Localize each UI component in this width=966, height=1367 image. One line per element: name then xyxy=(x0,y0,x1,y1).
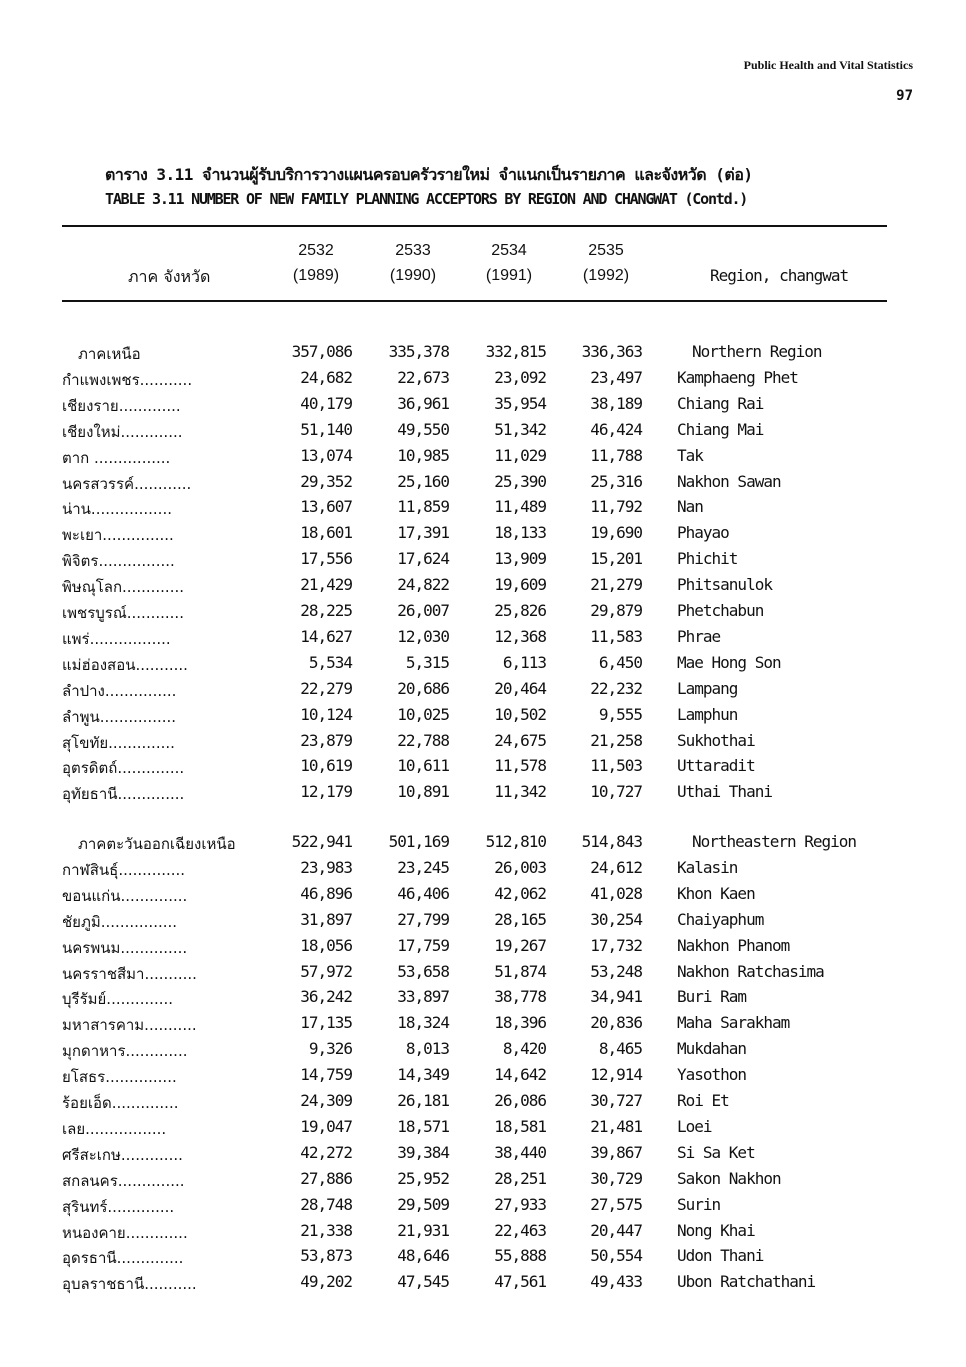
changwat-english: Kalasin xyxy=(677,857,738,877)
year-be: 2534 xyxy=(491,242,527,259)
value-1991: 25,826 xyxy=(494,601,546,620)
changwat-english: Sakon Nakhon xyxy=(677,1168,781,1188)
value-1990: 53,658 xyxy=(397,961,449,981)
value-1992: 336,363 xyxy=(581,342,642,361)
value-1991: 6,113 xyxy=(502,652,546,672)
changwat-english: Phrae xyxy=(677,626,721,646)
changwat-thai: ยโสธร............... xyxy=(62,1068,177,1087)
table-row xyxy=(0,368,966,394)
value-1991: 18,396 xyxy=(494,1013,546,1033)
changwat-thai: นครสวรรค์............ xyxy=(62,474,192,493)
value-1989: 57,972 xyxy=(300,961,352,981)
changwat-english: Nong Khai xyxy=(677,1220,755,1240)
table-row xyxy=(0,1013,966,1039)
value-1992: 8,465 xyxy=(598,1039,642,1059)
column-header-2532 xyxy=(276,238,356,288)
changwat-thai: พิษณุโลก............. xyxy=(62,578,185,597)
changwat-english: Yasothon xyxy=(677,1065,747,1085)
value-1992: 23,497 xyxy=(590,367,642,387)
column-header-2534 xyxy=(469,238,549,288)
value-1990: 8,013 xyxy=(405,1039,449,1059)
value-1991: 18,133 xyxy=(494,523,546,543)
changwat-english: Maha Sarakham xyxy=(677,1013,790,1033)
value-1990: 27,799 xyxy=(397,909,449,929)
value-1992: 12,914 xyxy=(590,1065,642,1085)
table-row xyxy=(0,627,966,653)
value-1989: 18,056 xyxy=(300,935,352,955)
value-1990: 26,007 xyxy=(397,601,449,620)
changwat-thai: ศรีสะเกษ............. xyxy=(62,1145,183,1164)
value-1990: 10,025 xyxy=(397,704,449,724)
changwat-thai: เชียงใหม่............. xyxy=(62,422,183,441)
value-1990: 18,571 xyxy=(397,1116,449,1136)
table-row xyxy=(0,446,966,472)
value-1991: 512,810 xyxy=(485,832,546,851)
changwat-thai: เชียงราย............. xyxy=(62,396,181,415)
value-1992: 29,879 xyxy=(590,601,642,620)
value-1992: 25,316 xyxy=(590,471,642,491)
value-1989: 12,179 xyxy=(300,782,352,802)
changwat-thai: อุดรธานี.............. xyxy=(62,1249,184,1268)
table-row xyxy=(0,756,966,782)
value-1992: 39,867 xyxy=(590,1142,642,1162)
table-row xyxy=(0,987,966,1013)
value-1991: 8,420 xyxy=(502,1039,546,1059)
year-ce: (1990) xyxy=(389,267,437,284)
table-row xyxy=(0,1195,966,1221)
value-1990: 46,406 xyxy=(397,883,449,903)
value-1990: 36,961 xyxy=(397,393,449,413)
value-1991: 47,561 xyxy=(494,1272,546,1292)
table-row xyxy=(0,472,966,498)
table-row xyxy=(0,858,966,884)
value-1991: 42,062 xyxy=(494,883,546,903)
value-1989: 27,886 xyxy=(300,1168,352,1188)
value-1991: 51,874 xyxy=(494,961,546,981)
changwat-thai: ขอนแก่น.............. xyxy=(62,886,188,905)
changwat-thai: สุรินทร์.............. xyxy=(62,1197,175,1216)
changwat-thai: นครพนม.............. xyxy=(62,938,188,957)
value-1991: 18,581 xyxy=(494,1116,546,1136)
table-row xyxy=(0,394,966,420)
changwat-english: Uthai Thani xyxy=(677,782,772,802)
value-1991: 19,267 xyxy=(494,935,546,955)
value-1992: 30,254 xyxy=(590,909,642,929)
value-1992: 24,612 xyxy=(590,857,642,877)
table-row xyxy=(0,1039,966,1065)
value-1990: 17,624 xyxy=(397,549,449,569)
year-ce: (1991) xyxy=(485,267,533,284)
changwat-english: Nan xyxy=(677,497,703,517)
value-1989: 522,941 xyxy=(291,832,352,851)
value-1989: 49,202 xyxy=(300,1272,352,1292)
column-header-left: ภาค จังหวัด xyxy=(128,267,211,286)
changwat-english: Khon Kaen xyxy=(677,883,755,903)
value-1992: 30,729 xyxy=(590,1168,642,1188)
value-1992: 46,424 xyxy=(590,419,642,439)
value-1991: 10,502 xyxy=(494,704,546,724)
value-1991: 28,251 xyxy=(494,1168,546,1188)
value-1990: 33,897 xyxy=(397,987,449,1007)
table-row xyxy=(0,523,966,549)
value-1992: 514,843 xyxy=(581,832,642,851)
value-1989: 17,556 xyxy=(300,549,352,569)
value-1990: 29,509 xyxy=(397,1194,449,1214)
changwat-english: Northern Region xyxy=(692,342,822,361)
value-1991: 28,165 xyxy=(494,909,546,929)
value-1991: 12,368 xyxy=(494,626,546,646)
changwat-thai: กำแพงเพชร........... xyxy=(62,370,193,389)
changwat-english: Tak xyxy=(677,445,703,465)
value-1989: 24,309 xyxy=(300,1091,352,1110)
changwat-english: Sukhothai xyxy=(677,730,755,750)
changwat-thai: ลำปาง............... xyxy=(62,681,177,700)
value-1989: 357,086 xyxy=(291,342,352,361)
value-1990: 47,545 xyxy=(397,1272,449,1292)
value-1992: 11,503 xyxy=(590,756,642,776)
changwat-english: Nakhon Phanom xyxy=(677,935,790,955)
value-1992: 6,450 xyxy=(598,652,642,672)
value-1990: 25,160 xyxy=(397,471,449,491)
value-1991: 332,815 xyxy=(485,342,546,361)
changwat-thai: สกลนคร.............. xyxy=(62,1171,185,1190)
changwat-thai: น่าน................. xyxy=(62,500,172,519)
value-1991: 20,464 xyxy=(494,678,546,698)
changwat-english: Uttaradit xyxy=(677,756,755,776)
value-1992: 10,727 xyxy=(590,782,642,802)
changwat-thai: ภาคตะวันออกเฉียงเหนือ xyxy=(78,835,236,853)
value-1991: 38,440 xyxy=(494,1142,546,1162)
changwat-thai: ภาคเหนือ xyxy=(78,345,141,363)
value-1989: 40,179 xyxy=(300,393,352,413)
value-1989: 13,607 xyxy=(300,497,352,517)
running-header: Public Health and Vital Statistics xyxy=(743,58,913,72)
value-1991: 11,029 xyxy=(494,445,546,465)
value-1991: 23,092 xyxy=(494,367,546,387)
value-1989: 22,279 xyxy=(300,678,352,698)
value-1991: 55,888 xyxy=(494,1246,546,1266)
value-1990: 501,169 xyxy=(388,832,449,851)
value-1991: 26,003 xyxy=(494,857,546,877)
value-1992: 38,189 xyxy=(590,393,642,413)
value-1990: 23,245 xyxy=(397,857,449,877)
value-1992: 50,554 xyxy=(590,1246,642,1266)
value-1990: 335,378 xyxy=(388,342,449,361)
value-1992: 21,258 xyxy=(590,730,642,750)
region-row xyxy=(0,832,966,858)
changwat-thai: หนองคาย............. xyxy=(62,1223,188,1242)
changwat-thai: มุกดาหาร............. xyxy=(62,1042,188,1061)
value-1991: 11,342 xyxy=(494,782,546,802)
changwat-english: Phichit xyxy=(677,549,738,569)
changwat-thai: เพชรบูรณ์............ xyxy=(62,604,184,622)
changwat-thai: ชัยภูมิ................ xyxy=(62,912,178,931)
changwat-english: Northeastern Region xyxy=(692,832,857,851)
value-1990: 26,181 xyxy=(397,1091,449,1110)
table-row xyxy=(0,910,966,936)
value-1992: 19,690 xyxy=(590,523,642,543)
year-be: 2532 xyxy=(298,242,334,259)
table-row xyxy=(0,1169,966,1195)
value-1989: 21,338 xyxy=(300,1220,352,1240)
value-1990: 49,550 xyxy=(397,419,449,439)
changwat-english: Ubon Ratchathani xyxy=(677,1272,816,1292)
value-1992: 20,447 xyxy=(590,1220,642,1240)
changwat-english: Phitsanulok xyxy=(677,575,772,595)
changwat-english: Nakhon Ratchasima xyxy=(677,961,824,981)
top-rule xyxy=(62,225,887,227)
header-bottom-rule xyxy=(62,300,887,302)
table-row xyxy=(0,549,966,575)
value-1989: 42,272 xyxy=(300,1142,352,1162)
value-1990: 10,611 xyxy=(397,756,449,776)
changwat-thai: พิจิตร................ xyxy=(62,552,175,571)
changwat-thai: อุทัยธานี.............. xyxy=(62,785,185,804)
table-row xyxy=(0,679,966,705)
changwat-thai: บุรีรัมย์.............. xyxy=(62,990,174,1009)
table-row xyxy=(0,653,966,679)
value-1989: 14,627 xyxy=(300,626,352,646)
region-row xyxy=(0,342,966,368)
value-1989: 28,225 xyxy=(300,601,352,620)
value-1990: 20,686 xyxy=(397,678,449,698)
changwat-english: Roi Et xyxy=(677,1091,729,1110)
value-1989: 53,873 xyxy=(300,1246,352,1266)
value-1990: 21,931 xyxy=(397,1220,449,1240)
value-1990: 25,952 xyxy=(397,1168,449,1188)
changwat-english: Si Sa Ket xyxy=(677,1142,755,1162)
changwat-thai: แพร่................. xyxy=(62,629,171,648)
value-1991: 51,342 xyxy=(494,419,546,439)
changwat-thai: พะเยา............... xyxy=(62,526,174,545)
value-1991: 27,933 xyxy=(494,1194,546,1214)
changwat-english: Chiang Rai xyxy=(677,393,764,413)
table-title-english: TABLE 3.11 NUMBER OF NEW FAMILY PLANNING ACCEPTORS BY REGION AND CHANGWAT (Contd.) xyxy=(105,190,748,208)
changwat-english: Phetchabun xyxy=(677,601,764,620)
value-1992: 49,433 xyxy=(590,1272,642,1292)
table-row xyxy=(0,705,966,731)
changwat-english: Chaiyaphum xyxy=(677,909,764,929)
changwat-english: Mae Hong Son xyxy=(677,652,781,672)
value-1989: 10,124 xyxy=(300,704,352,724)
table-row xyxy=(0,601,966,627)
value-1991: 35,954 xyxy=(494,393,546,413)
value-1989: 5,534 xyxy=(308,652,352,672)
table-row xyxy=(0,1272,966,1298)
value-1990: 22,673 xyxy=(397,367,449,387)
year-be: 2535 xyxy=(588,242,624,259)
value-1992: 53,248 xyxy=(590,961,642,981)
value-1990: 17,391 xyxy=(397,523,449,543)
changwat-english: Chiang Mai xyxy=(677,419,764,439)
changwat-english: Loei xyxy=(677,1116,712,1136)
value-1989: 18,601 xyxy=(300,523,352,543)
value-1991: 11,489 xyxy=(494,497,546,517)
value-1989: 31,897 xyxy=(300,909,352,929)
value-1992: 34,941 xyxy=(590,987,642,1007)
changwat-english: Lampang xyxy=(677,678,738,698)
changwat-thai: อุบลราชธานี........... xyxy=(62,1275,197,1294)
value-1990: 12,030 xyxy=(397,626,449,646)
value-1989: 14,759 xyxy=(300,1065,352,1085)
value-1989: 23,879 xyxy=(300,730,352,750)
value-1989: 10,619 xyxy=(300,756,352,776)
value-1990: 48,646 xyxy=(397,1246,449,1266)
value-1990: 22,788 xyxy=(397,730,449,750)
changwat-thai: ร้อยเอ็ด.............. xyxy=(62,1094,179,1112)
value-1991: 14,642 xyxy=(494,1065,546,1085)
table-row xyxy=(0,962,966,988)
column-header-2533 xyxy=(373,238,453,288)
changwat-thai: นครราชสีมา........... xyxy=(62,964,197,983)
value-1990: 5,315 xyxy=(405,652,449,672)
value-1989: 21,429 xyxy=(300,575,352,595)
value-1989: 17,135 xyxy=(300,1013,352,1033)
value-1991: 19,609 xyxy=(494,575,546,595)
table-row xyxy=(0,936,966,962)
value-1990: 39,384 xyxy=(397,1142,449,1162)
changwat-english: Buri Ram xyxy=(677,987,747,1007)
value-1991: 25,390 xyxy=(494,471,546,491)
value-1991: 38,778 xyxy=(494,987,546,1007)
table-row xyxy=(0,1221,966,1247)
value-1989: 29,352 xyxy=(300,471,352,491)
year-ce: (1992) xyxy=(582,267,630,284)
value-1992: 30,727 xyxy=(590,1091,642,1110)
value-1990: 11,859 xyxy=(397,497,449,517)
value-1990: 10,985 xyxy=(397,445,449,465)
value-1992: 27,575 xyxy=(590,1194,642,1214)
changwat-english: Surin xyxy=(677,1194,721,1214)
year-be: 2533 xyxy=(395,242,431,259)
table-row xyxy=(0,884,966,910)
value-1990: 10,891 xyxy=(397,782,449,802)
year-ce: (1989) xyxy=(292,267,340,284)
changwat-thai: แม่ฮ่องสอน........... xyxy=(62,655,188,674)
value-1992: 22,232 xyxy=(590,678,642,698)
value-1989: 23,983 xyxy=(300,857,352,877)
table-row xyxy=(0,1246,966,1272)
value-1992: 11,583 xyxy=(590,626,642,646)
changwat-english: Lamphun xyxy=(677,704,738,724)
table-row xyxy=(0,1065,966,1091)
value-1992: 17,732 xyxy=(590,935,642,955)
column-header-2535 xyxy=(566,238,646,288)
table-row xyxy=(0,497,966,523)
table-title-thai: ตาราง 3.11 จำนวนผู้รับบริการวางแผนครอบครัวรายใหม่ จำแนกเป็นรายภาค และจังหวัด (ต่อ) xyxy=(105,165,753,184)
value-1992: 41,028 xyxy=(590,883,642,903)
value-1989: 51,140 xyxy=(300,419,352,439)
value-1992: 15,201 xyxy=(590,549,642,569)
changwat-english: Mukdahan xyxy=(677,1039,747,1059)
value-1989: 36,242 xyxy=(300,987,352,1007)
changwat-thai: ลำพูน................ xyxy=(62,707,177,726)
value-1992: 11,788 xyxy=(590,445,642,465)
value-1992: 9,555 xyxy=(598,704,642,724)
value-1992: 21,481 xyxy=(590,1116,642,1136)
value-1991: 26,086 xyxy=(494,1091,546,1110)
value-1990: 17,759 xyxy=(397,935,449,955)
changwat-thai: อุตรดิตถ์.............. xyxy=(62,759,185,778)
column-header-right: Region, changwat xyxy=(710,266,849,285)
table-row xyxy=(0,782,966,808)
changwat-english: Phayao xyxy=(677,523,729,543)
value-1991: 22,463 xyxy=(494,1220,546,1240)
value-1989: 19,047 xyxy=(300,1116,352,1136)
table-row xyxy=(0,731,966,757)
value-1989: 24,682 xyxy=(300,367,352,387)
table-row xyxy=(0,1117,966,1143)
changwat-thai: ตาก ................ xyxy=(62,448,171,467)
changwat-english: Nakhon Sawan xyxy=(677,471,781,491)
changwat-english: Kamphaeng Phet xyxy=(677,367,798,387)
value-1991: 13,909 xyxy=(494,549,546,569)
value-1989: 28,748 xyxy=(300,1194,352,1214)
value-1989: 9,326 xyxy=(308,1039,352,1059)
table-row xyxy=(0,1143,966,1169)
table-row xyxy=(0,1091,966,1117)
changwat-thai: เลย................. xyxy=(62,1119,167,1138)
table-row xyxy=(0,420,966,446)
changwat-thai: มหาสารคาม........... xyxy=(62,1016,197,1035)
value-1992: 11,792 xyxy=(590,497,642,517)
page-number: 97 xyxy=(896,88,913,104)
changwat-thai: กาฬสินธุ์.............. xyxy=(62,860,186,879)
value-1992: 20,836 xyxy=(590,1013,642,1033)
value-1990: 18,324 xyxy=(397,1013,449,1033)
value-1991: 11,578 xyxy=(494,756,546,776)
changwat-thai: สุโขทัย.............. xyxy=(62,733,175,752)
value-1990: 14,349 xyxy=(397,1065,449,1085)
changwat-english: Udon Thani xyxy=(677,1246,764,1266)
value-1991: 24,675 xyxy=(494,730,546,750)
value-1989: 46,896 xyxy=(300,883,352,903)
value-1989: 13,074 xyxy=(300,445,352,465)
value-1992: 21,279 xyxy=(590,575,642,595)
table-row xyxy=(0,575,966,601)
value-1990: 24,822 xyxy=(397,575,449,595)
